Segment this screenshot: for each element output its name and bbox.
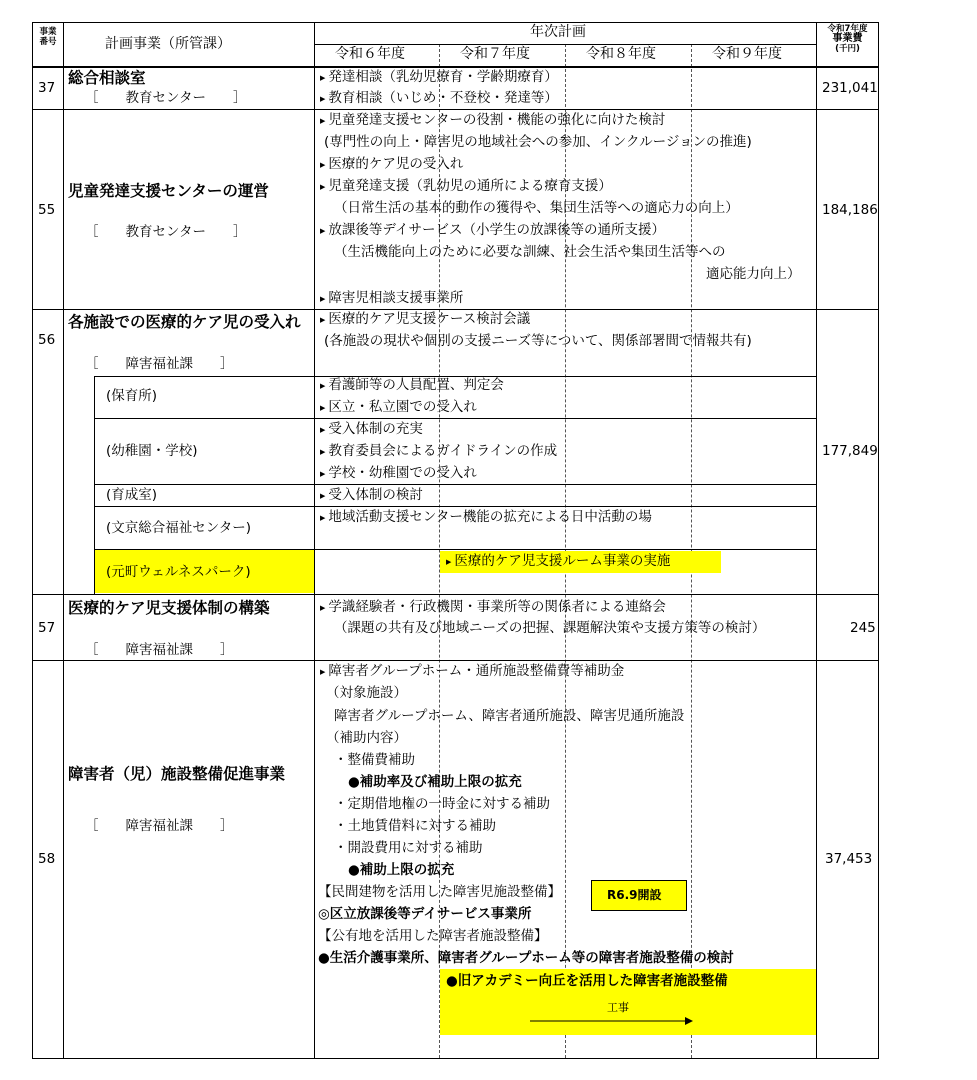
sub-facility-label: (元町ウェルネスパーク): [106, 564, 251, 580]
cost-value: 231,041: [822, 80, 878, 96]
header-year-r8: 令和８年度: [586, 46, 656, 62]
header-year-r6: 令和６年度: [335, 46, 405, 62]
cost-value: 245: [850, 620, 876, 636]
plan-detail: （日常生活の基本的動作の獲得や、集団生活等への適応力の向上）: [334, 200, 739, 216]
plan-detail: （補助内容）: [326, 730, 407, 746]
row-number: 58: [38, 851, 56, 867]
bullet-triangle-icon: ▶: [320, 161, 326, 169]
bullet-triangle-icon: ▶: [320, 492, 326, 500]
plan-item: ▶ 受入体制の充実: [320, 421, 423, 437]
sub-facility-label: (文京総合福祉センター): [106, 520, 251, 536]
row-number: 55: [38, 202, 56, 218]
bullet-triangle-icon: ▶: [320, 514, 326, 522]
header-year-r7: 令和７年度: [460, 46, 530, 62]
plan-detail: 【民間建物を活用した障害児施設整備】: [318, 884, 561, 900]
plan-detail: ◎区立放課後等デイサービス事業所: [318, 906, 532, 922]
bullet-triangle-icon: ▶: [320, 426, 326, 434]
plan-detail: （対象施設）: [326, 685, 407, 701]
bullet-triangle-icon: ▶: [320, 404, 326, 412]
plan-detail: ●補助率及び補助上限の拡充: [348, 774, 522, 790]
header-no-label: 事業 番号: [39, 27, 57, 47]
bullet-triangle-icon: ▶: [446, 558, 452, 566]
badge-text: R6.9開設: [607, 888, 662, 902]
plan-item: ▶ 障害児相談支援事業所: [320, 290, 464, 306]
bullet-triangle-icon: ▶: [320, 604, 326, 612]
plan-item: ▶ 学校・幼稚園での受入れ: [320, 465, 477, 481]
construction-label: 工事: [607, 1001, 629, 1014]
plan-detail: (専門性の向上・障害児の地域社会への参加、インクルージョンの推進): [324, 134, 752, 150]
project-title: 医療的ケア児支援体制の構築: [68, 599, 270, 617]
plan-detail: ・定期借地権の一時金に対する補助: [334, 796, 550, 812]
plan-item: ▶ 地域活動支援センター機能の拡充による日中活動の場: [320, 509, 652, 525]
bullet-triangle-icon: ▶: [320, 316, 326, 324]
plan-detail: (各施設の現状や個別の支援ニーズ等について、関係部署間で情報共有): [324, 333, 752, 349]
bullet-triangle-icon: ▶: [320, 448, 326, 456]
cost-value: 37,453: [825, 851, 873, 867]
bullet-triangle-icon: ▶: [320, 668, 326, 676]
plan-item: ▶ 看護師等の人員配置、判定会: [320, 377, 504, 393]
project-dept: ［ 障害福祉課 ］: [85, 356, 234, 372]
row-number: 56: [38, 332, 56, 348]
project-dept: ［ 障害福祉課 ］: [85, 642, 234, 658]
project-title: 総合相談室: [68, 69, 146, 87]
sub-facility-label: (保育所): [106, 388, 158, 404]
plan-item: ▶ 教育委員会によるガイドラインの作成: [320, 443, 558, 459]
plan-detail: 障害者グループホーム、障害者通所施設、障害児通所施設: [334, 708, 685, 724]
project-dept: ［ 教育センター ］: [85, 224, 247, 240]
header-cost-label: 令和7年度 事業費 (千円): [827, 24, 868, 54]
plan-item: ▶ 発達相談（乳幼児療育・学齢期療育）: [320, 69, 558, 85]
plan-item: ▶ 児童発達支援センターの役割・機能の強化に向けた検討: [320, 112, 666, 128]
project-title: 各施設での医療的ケア児の受入れ: [68, 313, 301, 331]
plan-item: ▶ 医療的ケア児支援ケース検討会議: [320, 311, 531, 327]
plan-detail: ●補助上限の拡充: [348, 862, 455, 878]
project-dept: ［ 障害福祉課 ］: [85, 818, 234, 834]
header-year-r9: 令和９年度: [712, 46, 782, 62]
plan-detail: ・整備費補助: [334, 752, 415, 768]
plan-detail: ・土地賃借料に対する補助: [334, 818, 496, 834]
bullet-triangle-icon: ▶: [320, 295, 326, 303]
project-title: 児童発達支援センターの運営: [68, 182, 269, 200]
bullet-triangle-icon: ▶: [320, 74, 326, 82]
plan-item: ▶ 学識経験者・行政機関・事業所等の関係者による連絡会: [320, 599, 666, 615]
plan-item: ▶ 医療的ケア児の受入れ: [320, 156, 464, 172]
plan-item: ▶ 放課後等デイサービス（小学生の放課後等の通所支援）: [320, 222, 665, 238]
row-number: 57: [38, 620, 56, 636]
project-dept: ［ 教育センター ］: [85, 90, 247, 106]
sub-facility-label: (育成室): [106, 487, 158, 503]
plan-detail: （生活機能向上のために必要な訓練、社会生活や集団生活等への: [334, 244, 726, 260]
plan-item: ▶ 受入体制の検討: [320, 487, 423, 503]
bullet-triangle-icon: ▶: [320, 382, 326, 390]
project-title: 障害者（児）施設整備促進事業: [68, 765, 286, 783]
construction-arrow-icon: [530, 1015, 695, 1027]
plan-item: ▶ 障害者グループホーム・通所施設整備費等補助金: [320, 663, 625, 679]
bullet-triangle-icon: ▶: [320, 227, 326, 235]
plan-item: ▶ 児童発達支援（乳幼児の通所による療育支援）: [320, 178, 612, 194]
header-project-label: 計画事業（所管課）: [105, 36, 231, 52]
plan-detail: ・開設費用に対する補助: [334, 840, 483, 856]
plan-detail: （課題の共有及び地域ニーズの把握、課題解決策や支援方策等の検討）: [334, 620, 766, 636]
plan-item: ▶ 教育相談（いじめ・不登校・発達等）: [320, 90, 558, 106]
plan-item: ▶ 医療的ケア児支援ルーム事業の実施: [446, 553, 671, 569]
header-annual-plan: 年次計画: [530, 24, 586, 40]
bullet-triangle-icon: ▶: [320, 183, 326, 191]
plan-detail: ●旧アカデミー向丘を活用した障害者施設整備: [446, 973, 728, 989]
plan-detail: 適応能力向上）: [706, 266, 801, 282]
plan-detail: ●生活介護事業所、障害者グループホーム等の障害者施設整備の検討: [318, 950, 734, 966]
bullet-triangle-icon: ▶: [320, 95, 326, 103]
cost-value: 184,186: [822, 202, 878, 218]
plan-item: ▶ 区立・私立園での受入れ: [320, 399, 477, 415]
bullet-triangle-icon: ▶: [320, 470, 326, 478]
sub-facility-label: (幼稚園・学校): [106, 443, 198, 459]
row-number: 37: [38, 80, 56, 96]
bullet-triangle-icon: ▶: [320, 117, 326, 125]
cost-value: 177,849: [822, 443, 878, 459]
plan-detail: 【公有地を活用した障害者施設整備】: [318, 928, 548, 944]
